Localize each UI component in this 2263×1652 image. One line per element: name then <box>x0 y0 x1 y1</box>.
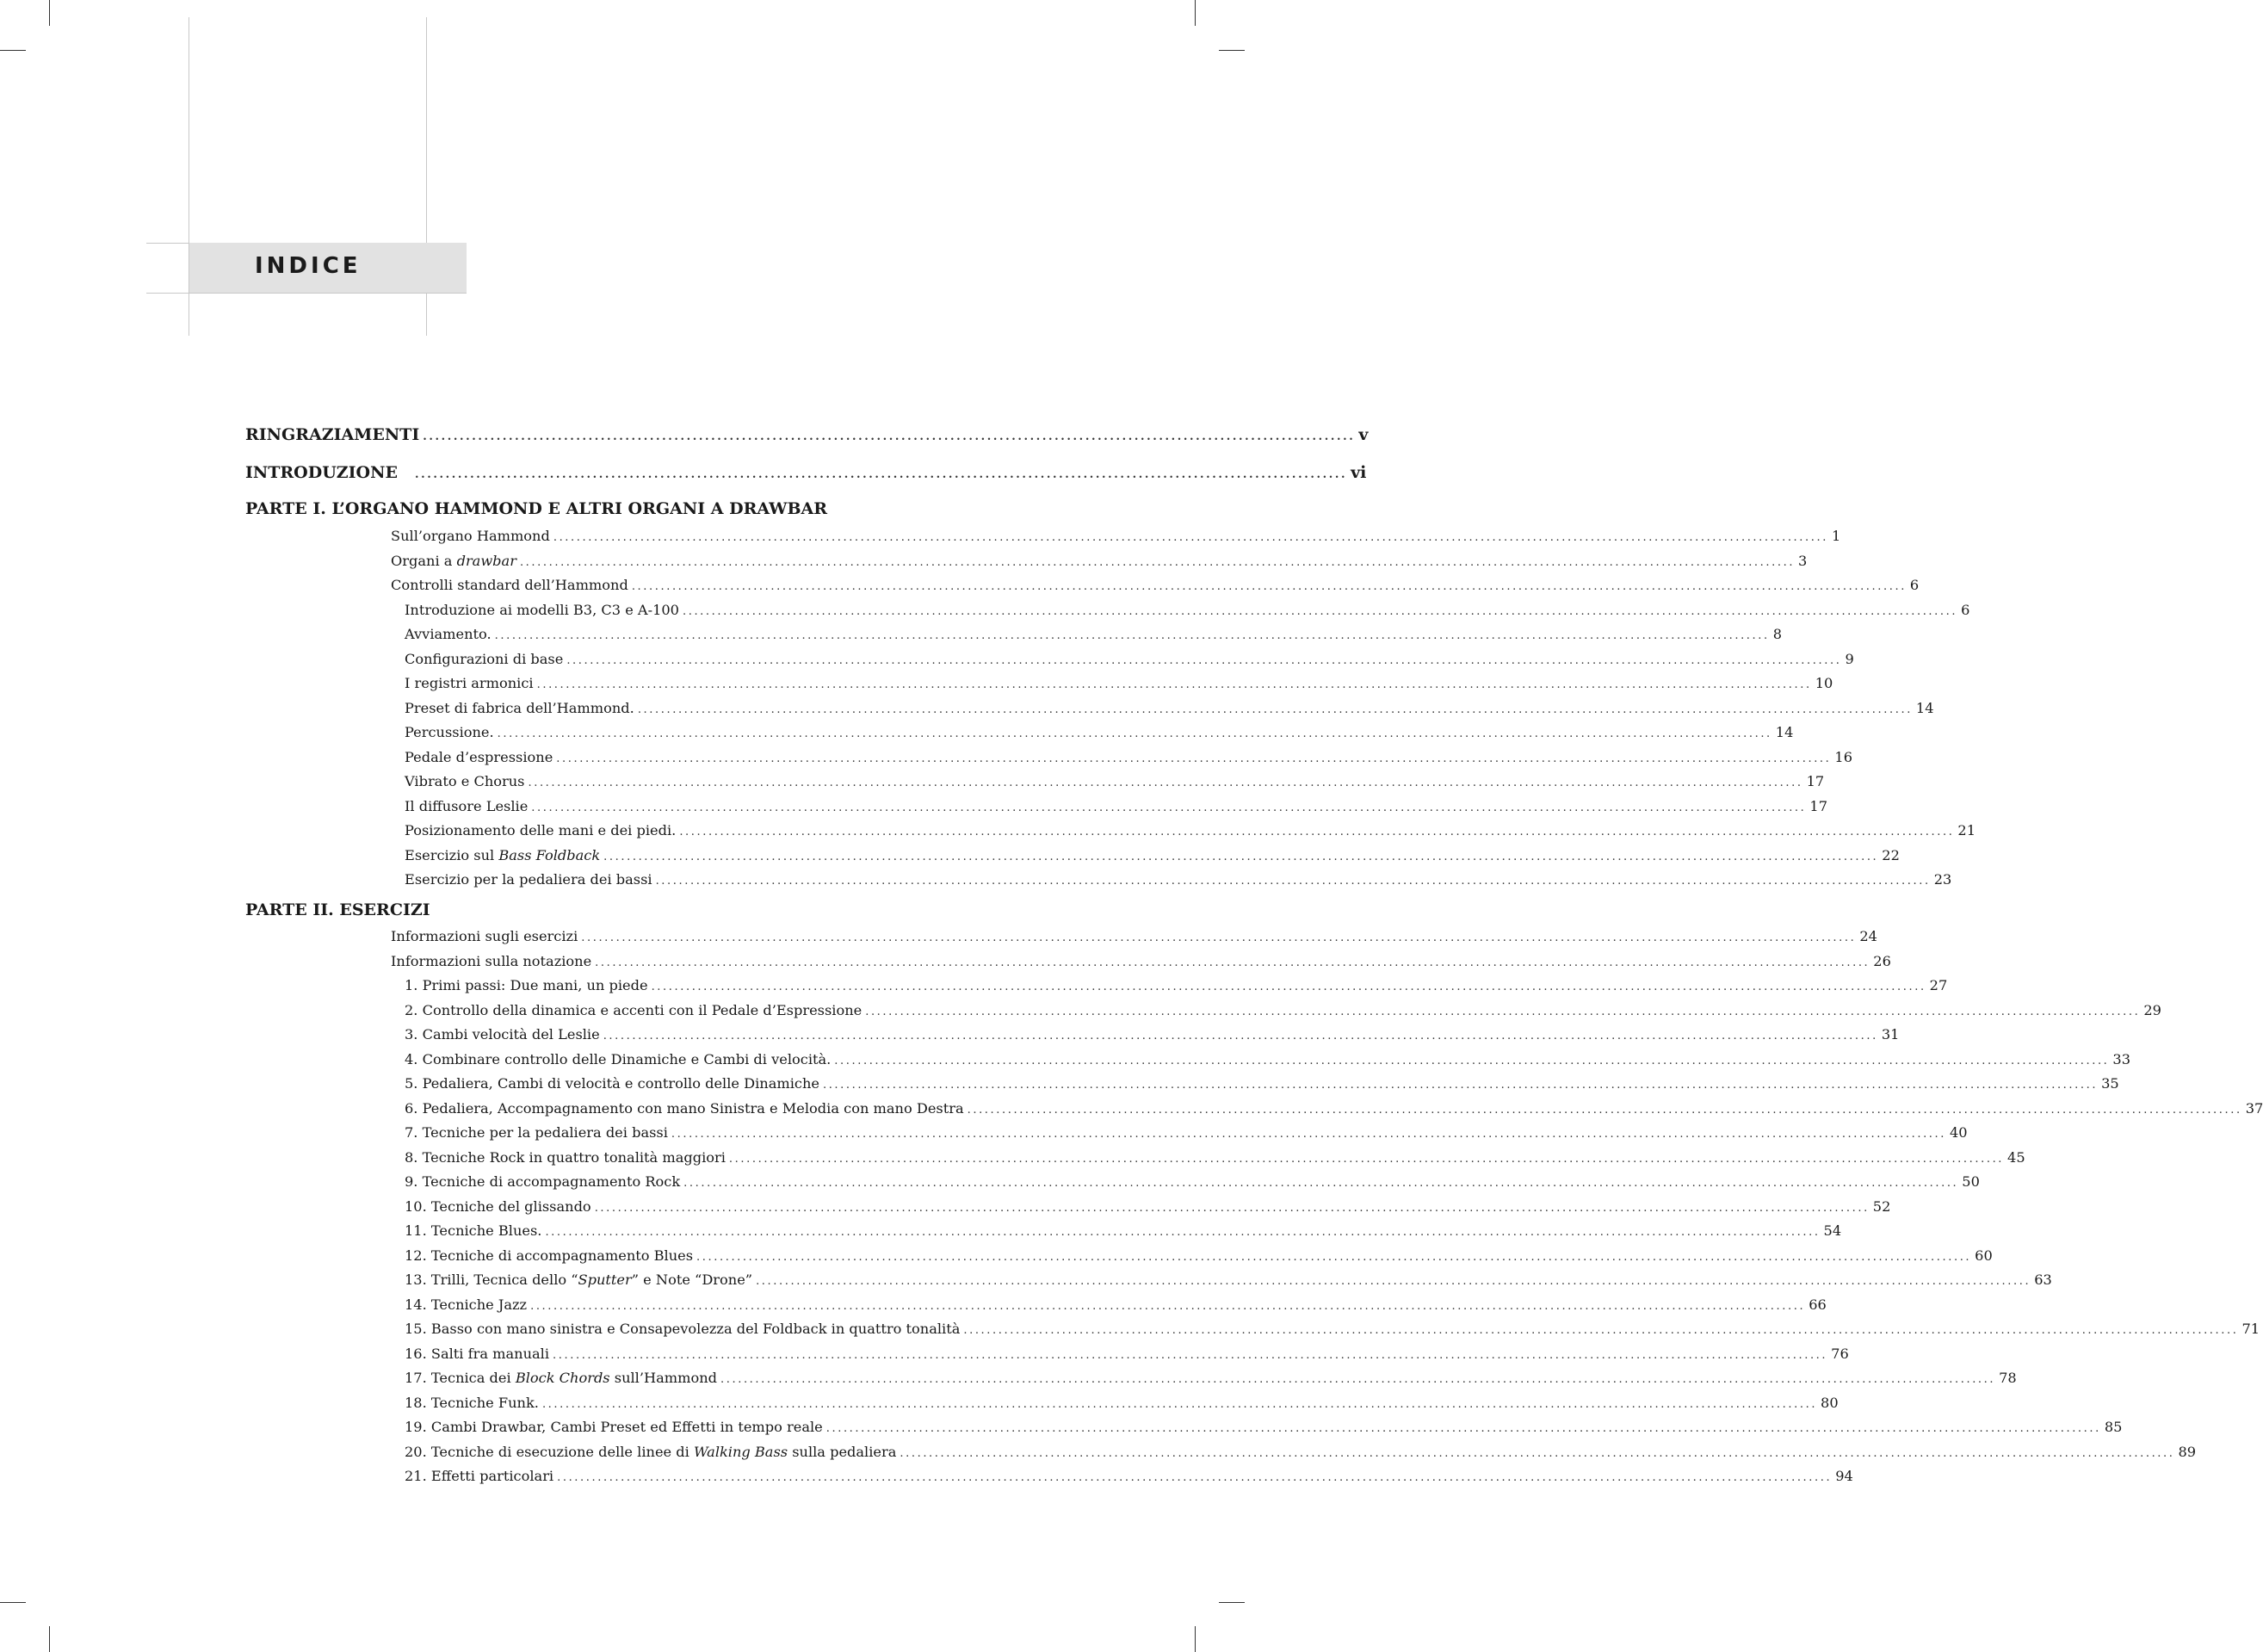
crop-mark <box>49 1626 50 1652</box>
toc-entry-text: 20. Tecniche di esecuzione delle linee di <box>405 1443 694 1460</box>
toc-entry-label <box>405 871 652 888</box>
toc-entry-text: Configurazioni di base <box>405 650 564 667</box>
toc-entry-page: 45 <box>2007 1148 2025 1166</box>
toc-entry-label <box>405 1419 823 1435</box>
dot-leader: ............................................................................................................................................................................................................................ <box>531 801 1807 814</box>
toc-entry-text: 13. Trilli, Tecnica dello “ <box>405 1271 578 1288</box>
toc-entry-label <box>405 773 524 789</box>
toc-entry-text: Sull’organo Hammond <box>391 528 550 544</box>
toc-entry-text: Preset di fabrica dell’Hammond. <box>405 699 634 716</box>
toc-entry-page: 71 <box>2241 1321 2260 1337</box>
toc-entry-text: 18. Tecniche Funk. <box>405 1394 539 1411</box>
toc-entry <box>405 1075 2119 1092</box>
toc-entry <box>405 675 1833 691</box>
toc-entry-page: 80 <box>1821 1394 1839 1411</box>
toc-entry-label <box>391 553 516 569</box>
dot-leader: ............................................................................................................................................................................................................................ <box>545 1226 1821 1239</box>
toc-entry-label <box>405 1002 862 1018</box>
dot-leader: ............................................................................................................................................................................................................................ <box>683 1177 1959 1190</box>
toc-entry <box>405 1394 1839 1411</box>
toc-entry-text: 12. Tecniche di accompagnamento Blues <box>405 1247 694 1264</box>
toc-entry-text: sulla pedaliera <box>788 1443 897 1460</box>
toc-entry-text: 9. Tecniche di accompagnamento Rock <box>405 1173 681 1190</box>
toc-entry-label <box>405 847 600 863</box>
toc-entry-text: Introduzione ai modelli B3, C3 e A-100 <box>405 601 679 618</box>
toc-entry-page: 66 <box>1809 1296 1827 1313</box>
toc-entry <box>405 601 1970 618</box>
toc-entry-page: 35 <box>2101 1075 2119 1092</box>
toc-entry-page: 21 <box>1957 822 1976 838</box>
toc-entry-label <box>391 528 550 544</box>
toc-entry-label <box>405 675 534 691</box>
toc-entry <box>405 1296 1827 1313</box>
toc-entry-label <box>405 1124 668 1141</box>
toc-entry-label <box>405 1100 964 1117</box>
toc-entry-page: 26 <box>1873 952 1891 969</box>
toc-entry-text: Avviamento. <box>405 626 492 642</box>
toc-entry-text: 17. Tecnica dei <box>405 1370 516 1386</box>
crop-mark <box>1219 50 1245 51</box>
toc-entry-text: 15. Basso con mano sinistra e Consapevolezza del Foldback in quattro tonalità <box>405 1321 961 1337</box>
toc-entry-italic: Walking Bass <box>693 1443 788 1460</box>
toc-entry-italic: drawbar <box>456 552 516 569</box>
toc-entry-text: Percussione. <box>405 724 494 740</box>
toc-entry <box>391 552 1808 569</box>
toc-entry-text: Esercizio sul <box>405 846 499 863</box>
toc-entry-text: 10. Tecniche del glissando <box>405 1197 591 1215</box>
toc-entry-label <box>405 1370 717 1386</box>
toc-entry <box>405 650 1854 667</box>
dot-leader: ............................................................................................................................................................................................................................ <box>679 826 1955 838</box>
toc-entry <box>405 1099 2263 1117</box>
dot-leader: ............................................................................................................................................................................................................................ <box>655 875 1931 888</box>
dot-leader: ............................................................................................................................................................................................................................ <box>631 580 1907 593</box>
toc-entry-page: 33 <box>2112 1050 2131 1067</box>
dot-leader: ............................................................................................................................................................................................................................ <box>967 1103 2242 1117</box>
dot-leader: ............................................................................................................................................................................................................................ <box>595 956 1870 969</box>
toc-entry-page: 54 <box>1823 1222 1842 1239</box>
toc-entry <box>405 1345 1849 1362</box>
toc-entry-label <box>405 1247 693 1264</box>
toc-entry-label <box>391 577 628 593</box>
toc-entry <box>405 1370 2017 1386</box>
toc-entry-text: 21. Effetti particolari <box>405 1468 554 1484</box>
toc-entry-label <box>405 700 634 716</box>
toc-entry-page: 31 <box>1881 1026 1900 1043</box>
toc-entry-label: RINGRAZIAMENTI <box>245 425 420 444</box>
toc-entry-page: 6 <box>1909 577 1920 593</box>
toc-entry-text: Il diffusore Leslie <box>405 797 529 814</box>
toc-entry-page: 37 <box>2245 1099 2263 1117</box>
toc-entry-page: 14 <box>1775 724 1794 740</box>
toc-entry-label <box>405 626 492 642</box>
crop-mark <box>0 1602 26 1603</box>
toc-entry-label <box>405 1222 541 1239</box>
toc-entry-label <box>405 1075 819 1092</box>
toc-entry-text: 3. Cambi velocità del Leslie <box>405 1026 600 1043</box>
toc-entry-page: 63 <box>2034 1271 2052 1288</box>
dot-leader: ............................................................................................................................................................................................................................ <box>603 1030 1878 1043</box>
toc-entry-text: sull’Hammond <box>609 1370 718 1386</box>
dot-leader: ........................................................................................................................................................ <box>423 430 1356 443</box>
toc-entry-page: 78 <box>1999 1370 2017 1386</box>
toc-entry <box>405 699 1934 716</box>
toc-entry-page: 14 <box>1915 699 1934 716</box>
dot-leader: ............................................................................................................................................................................................................................ <box>557 1471 1833 1484</box>
toc-entry-label: INTRODUZIONE <box>245 463 398 482</box>
toc-entry-italic: Bass Foldback <box>498 846 601 863</box>
toc-entry-text: 8. Tecniche Rock in quattro tonalità maggiori <box>405 1148 726 1166</box>
toc-entry-label <box>405 1444 896 1460</box>
toc-entry <box>391 952 1891 969</box>
toc-entry <box>405 773 1825 789</box>
toc-entry-text: I registri armonici <box>405 675 534 691</box>
crop-mark <box>1195 1626 1196 1652</box>
toc-entry-page: 17 <box>1806 773 1825 789</box>
toc-entry <box>405 977 1948 993</box>
toc-entry-page: 6 <box>1961 601 1970 618</box>
dot-leader: ............................................................................................................................................................................................................................ <box>553 1348 1828 1362</box>
toc-entry-label <box>405 651 563 667</box>
toc-entry-label <box>405 977 648 993</box>
toc-entry-page: vi <box>1351 463 1367 482</box>
toc-entry-label <box>405 749 553 765</box>
frame-line <box>146 293 467 294</box>
toc-entry-label <box>405 1026 600 1043</box>
toc-entry-label <box>405 724 494 740</box>
toc-entry-text: ” e Note “Drone” <box>631 1271 753 1288</box>
toc-entry-page: 23 <box>1933 871 1952 888</box>
crop-mark <box>49 0 50 26</box>
toc-entry-page: 17 <box>1809 797 1827 814</box>
toc-entry-label <box>405 1468 553 1484</box>
dot-leader: ............................................................................................................................................................................................................................ <box>825 1422 2101 1435</box>
part-heading: PARTE I. L’ORGANO HAMMOND E ALTRI ORGANI A DRAWBAR <box>245 499 828 518</box>
dot-leader: ............................................................................................................................................................................................................................ <box>541 1397 1818 1411</box>
part-heading: PARTE II. ESERCIZI <box>245 900 430 919</box>
toc-entry-page: 8 <box>1772 626 1783 642</box>
toc-entry-label <box>405 1051 831 1067</box>
toc-entry-label <box>405 1149 726 1166</box>
toc-entry-label <box>405 602 679 618</box>
dot-leader: ............................................................................................................................................................................................................................ <box>581 931 1857 944</box>
toc-entry-page: 50 <box>1962 1173 1980 1190</box>
toc-entry-text: 11. Tecniche Blues. <box>405 1222 542 1239</box>
toc-entry-page: 16 <box>1834 748 1852 765</box>
toc-entry <box>405 1222 1842 1239</box>
toc-entry <box>405 871 1952 888</box>
toc-entry-label <box>405 1346 549 1362</box>
toc-entry-text: Informazioni sulla notazione <box>391 952 592 969</box>
toc-entry <box>405 822 1976 838</box>
crop-mark <box>1219 1602 1245 1603</box>
toc-entry <box>405 1050 2131 1067</box>
dot-leader: ............................................................................................................................................................................................................................ <box>822 1079 2099 1092</box>
dot-leader: ............................................................................................................................................................................................................................ <box>519 555 1796 569</box>
toc-entry-text: Esercizio per la pedaliera dei bassi <box>405 871 652 888</box>
toc-entry-text: 5. Pedaliera, Cambi di velocità e controllo delle Dinamiche <box>405 1075 819 1092</box>
dot-leader: ............................................................................................................................................................................................................................ <box>536 678 1812 691</box>
toc-entry <box>391 928 1877 944</box>
toc-entry-page: 1 <box>1831 528 1841 544</box>
toc-entry <box>405 724 1794 740</box>
toc-entry <box>405 748 1852 765</box>
toc-entry-page: 52 <box>1872 1197 1891 1215</box>
toc-entry <box>391 528 1841 544</box>
toc-entry-page: 40 <box>1950 1124 1968 1141</box>
toc-entry <box>405 1197 1891 1215</box>
toc-entry-label <box>405 798 528 814</box>
toc-entry-introduzione <box>245 463 1367 482</box>
toc-entry-text: Organi a <box>391 552 457 569</box>
toc-entry-text: Controlli standard dell’Hammond <box>391 577 628 593</box>
toc-entry <box>405 1468 1853 1484</box>
crop-mark <box>1195 0 1196 26</box>
toc-entry <box>405 1271 2052 1288</box>
toc-entry-page: 24 <box>1859 928 1877 944</box>
dot-leader: ........................................................................................................................................................ <box>414 468 1348 481</box>
toc-entry-page: 85 <box>2104 1419 2123 1435</box>
dot-leader: ............................................................................................................................................................................................................................ <box>603 850 1879 863</box>
toc-entry-label <box>405 1321 960 1337</box>
toc-entry <box>405 1124 1968 1141</box>
toc-entry-text: Informazioni sugli esercizi <box>391 928 578 944</box>
toc-entry-text: 4. Combinare controllo delle Dinamiche e Cambi di velocità. <box>405 1050 832 1067</box>
toc-entry-page: 89 <box>2178 1443 2197 1460</box>
dot-leader: ............................................................................................................................................................................................................................ <box>530 1299 1806 1313</box>
toc-entry-text: 1. Primi passi: Due mani, un piede <box>405 977 648 993</box>
dot-leader: ............................................................................................................................................................................................................................ <box>556 752 1832 765</box>
toc-entry-text: 14. Tecniche Jazz <box>405 1296 528 1313</box>
dot-leader: ............................................................................................................................................................................................................................ <box>651 981 1926 993</box>
toc-entry-label <box>391 953 591 969</box>
dot-leader: ............................................................................................................................................................................................................................ <box>494 629 1770 642</box>
page-title: INDICE <box>255 253 362 279</box>
dot-leader: ............................................................................................................................................................................................................................ <box>756 1275 2031 1288</box>
toc-entry-page: v <box>1358 425 1369 444</box>
toc-entry-text: 6. Pedaliera, Accompagnamento con mano Sinistra e Melodia con mano Destra <box>405 1099 964 1117</box>
dot-leader: ............................................................................................................................................................................................................................ <box>553 531 1828 544</box>
toc-entry <box>405 1026 1900 1043</box>
toc-entry-text: Vibrato e Chorus <box>405 773 525 789</box>
toc-entry-page: 22 <box>1882 846 1900 863</box>
toc-entry-text: Posizionamento delle mani e dei piedi. <box>405 822 677 838</box>
dot-leader: ............................................................................................................................................................................................................................ <box>497 727 1772 740</box>
dot-leader: ............................................................................................................................................................................................................................ <box>963 1324 2239 1337</box>
toc-entry-text: 7. Tecniche per la pedaliera dei bassi <box>405 1124 668 1141</box>
toc-entry <box>405 797 1827 814</box>
toc-entry-page: 94 <box>1835 1468 1853 1484</box>
toc-entry-label <box>405 1198 591 1215</box>
toc-entry-page: 3 <box>1798 552 1808 569</box>
dot-leader: ............................................................................................................................................................................................................................ <box>671 1128 1946 1141</box>
toc-entry <box>405 626 1783 642</box>
toc-entry-label <box>391 928 578 944</box>
toc-entry-page: 9 <box>1845 650 1854 667</box>
toc-entry <box>405 1443 2197 1460</box>
toc-entry-page: 29 <box>2143 1001 2161 1018</box>
toc-entry-text: 16. Salti fra manuali <box>405 1345 550 1362</box>
crop-mark <box>0 50 26 51</box>
toc-entry <box>405 1148 2025 1166</box>
toc-entry-page: 10 <box>1815 675 1833 691</box>
toc-entry-label <box>405 822 676 838</box>
toc-entry <box>405 846 1900 863</box>
dot-leader: ............................................................................................................................................................................................................................ <box>900 1446 2175 1460</box>
toc-entry-label <box>405 1296 527 1313</box>
toc-entry-text: 19. Cambi Drawbar, Cambi Preset ed Effetti in tempo reale <box>405 1419 823 1435</box>
dot-leader: ............................................................................................................................................................................................................................ <box>720 1373 1996 1386</box>
toc-entry-label <box>405 1271 752 1288</box>
toc-entry-text: Pedale d’espressione <box>405 748 553 765</box>
toc-entry-ringraziamenti <box>245 425 1369 444</box>
toc-entry-page: 60 <box>1975 1247 1993 1264</box>
dot-leader: ............................................................................................................................................................................................................................ <box>834 1054 2110 1067</box>
toc-entry <box>405 1173 1980 1190</box>
dot-leader: ............................................................................................................................................................................................................................ <box>637 702 1913 716</box>
dot-leader: ............................................................................................................................................................................................................................ <box>728 1152 2005 1166</box>
dot-leader: ............................................................................................................................................................................................................................ <box>566 653 1842 667</box>
toc-entry-label <box>405 1173 680 1190</box>
toc-entry-italic: Sputter <box>578 1271 632 1288</box>
toc-entry-italic: Block Chords <box>515 1370 610 1386</box>
dot-leader: ............................................................................................................................................................................................................................ <box>865 1005 2141 1018</box>
dot-leader: ............................................................................................................................................................................................................................ <box>696 1250 1972 1264</box>
toc-entry <box>405 1321 2260 1337</box>
toc-entry <box>405 1001 2161 1018</box>
toc-entry-page: 27 <box>1929 977 1948 993</box>
dot-leader: ............................................................................................................................................................................................................................ <box>528 777 1803 789</box>
toc-entry <box>405 1247 1993 1264</box>
dot-leader: ............................................................................................................................................................................................................................ <box>682 604 1958 618</box>
toc-entry-label <box>405 1395 539 1411</box>
dot-leader: ............................................................................................................................................................................................................................ <box>594 1201 1870 1215</box>
toc-entry-page: 76 <box>1831 1345 1849 1362</box>
toc-entry <box>405 1419 2123 1435</box>
toc-entry <box>391 577 1920 593</box>
toc-entry-text: 2. Controllo della dinamica e accenti con il Pedale d’Espressione <box>405 1001 863 1018</box>
